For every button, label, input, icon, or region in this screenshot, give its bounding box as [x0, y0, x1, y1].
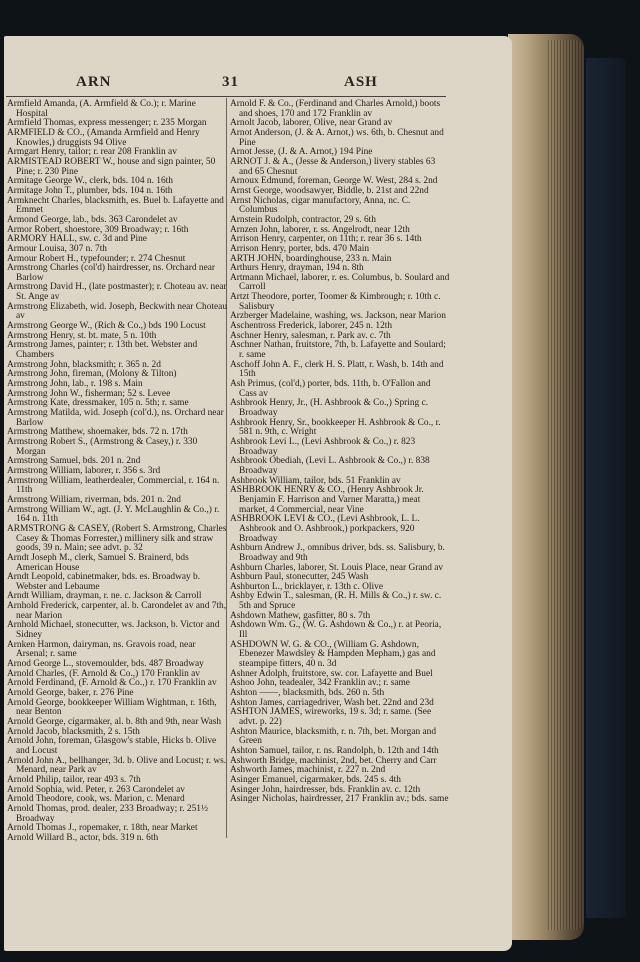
directory-entry: Arnold Thomas J., ropemaker, r. 18th, near Market — [7, 823, 198, 834]
directory-entry: Ash Primus, (col'd,) porter, bds. 11th, b. O'Fallon and Cass av — [230, 379, 431, 399]
directory-entry: Ashburton L., bricklayer, r. 13th c. Olive — [230, 581, 383, 592]
header-guide-word-right: ASH — [344, 74, 378, 90]
directory-entry: Armstrong Samuel, bds. 201 n. 2nd — [7, 456, 141, 467]
right-column — [230, 100, 450, 805]
header-rule — [6, 96, 446, 97]
directory-entry: Armfield Thomas, express messenger; r. 235 Morgan — [7, 118, 207, 129]
directory-entry: Ashdown Wm. G., (W. G. Ashdown & Co.,) r. at Peoria, Ill — [230, 620, 442, 641]
directory-entry: Arnold John, foreman, Glasgow's stable, Hicks b. Olive and Locust — [7, 736, 217, 756]
directory-entry: Armitage John T., plumber, bds. 104 n. 16th — [7, 185, 173, 196]
directory-entry: Arnold John A., bellhanger, 3d. b. Olive and Locust; r. ws. Menard, near Park av — [7, 755, 227, 776]
book-cover-edge — [586, 58, 626, 918]
page-edges — [548, 40, 584, 930]
directory-entry: Armstrong Kate, dressmaker, 105 n. 5th; r. same — [7, 398, 189, 409]
directory-entry: Aschentross Frederick, laborer, 245 n. 12th — [230, 321, 393, 332]
directory-entry: Ashbrook William, tailor, bds. 51 Franklin av — [230, 475, 401, 486]
page-number: 31 — [222, 74, 239, 90]
directory-entry: ASHDOWN W. G. & CO., (William G. Ashdown, Ebenezer Mawdsley & Hampden Mepham,) gas and steampipe fitters, 40 n. 3d — [230, 639, 436, 670]
directory-entry: Ashby Edwin T., salesman, (R. H. Mills & Co.,) r. sw. c. 5th and Spruce — [230, 591, 442, 612]
directory-entry: ARNOT J. & A., (Jesse & Anderson,) livery stables 63 and 65 Chesnut — [230, 156, 436, 177]
directory-entry: Ashbrook Henry, Sr., bookkeeper H. Ashbrook & Co., r. 581 n. 9th, c. Wright — [230, 417, 441, 438]
directory-entry: ARTH JOHN, boardinghouse, 233 n. Main — [230, 253, 392, 264]
directory-entry: Arndt Leopold, cabinetmaker, bds. es. Broadway b. Webster and Lebaume — [7, 572, 201, 592]
directory-entry: Arnold F. & Co., (Ferdinand and Charles Arnold,) boots and shoes, 170 and 172 Franklin av — [230, 99, 441, 119]
directory-entry: Artmann Michael, laborer, r. es. Columbus, b. Soulard and Carroll — [230, 272, 450, 293]
directory-entry: Arnold Thomas, prod. dealer, 233 Broadway; r. 251½ Broadway — [7, 803, 208, 824]
directory-entry: Armknecht Charles, blacksmith, es. Buel b. Lafayette and Emmet — [7, 195, 224, 216]
directory-entry: Ashoo John, teadealer, 342 Franklin av.; r. same — [230, 678, 410, 689]
directory-entry: ARMSTRONG & CASEY, (Robert S. Armstrong, Charles Casey & Thomas Forrester,) millinery silk and straw goods, 39 n. Main; see advt. p. 32 — [7, 523, 227, 554]
directory-entry: Asinger Nicholas, hairdresser, 217 Franklin av.; bds. same — [230, 794, 449, 805]
directory-entry: Ashton Samuel, tailor, r. ns. Randolph, b. 12th and 14th — [230, 745, 439, 756]
directory-entry: Arnoux Edmund, foreman, George W. West, 284 s. 2nd — [230, 176, 438, 187]
directory-entry: Arnold Philip, tailor, rear 493 s. 7th — [7, 774, 141, 785]
page-header — [0, 74, 640, 94]
directory-entry: ASHBROOK HENRY & CO., (Henry Ashbrook Jr. Benjamin F. Harrison and Varner Maratta,) meat market, 4 Commercial, near Vine — [230, 485, 424, 515]
directory-entry: Arnold Ferdinand, (F. Arnold & Co.,) r. 170 Franklin av — [7, 678, 217, 689]
directory-entry: Ashworth James, machinist, r. 227 n. 2nd — [230, 765, 386, 776]
directory-entry: Ashbrook Henry, Jr., (H. Ashbrook & Co.,) Spring c. Broadway — [230, 398, 429, 418]
directory-entry: Armstrong Henry, st. bt. mate, 5 n. 10th — [7, 330, 157, 341]
directory-entry: ARMORY HALL, sw. c. 3d and Pine — [7, 234, 147, 245]
directory-entry: Arthurs Henry, drayman, 194 n. 8th — [230, 263, 364, 274]
directory-entry: Armor Robert, shoestore, 309 Broadway; r. 16th — [7, 224, 189, 235]
directory-entry: Ashburn Andrew J., omnibus driver, bds. ss. Salisbury, b. Broadway and 9th — [230, 543, 445, 563]
directory-entry: Arndt William, drayman, r. ne. c. Jackson & Carroll — [7, 591, 202, 602]
directory-entry: Armond George, lab., bds. 363 Carondelet av — [7, 214, 178, 225]
directory-entry: Armstrong George W., (Rich & Co.,) bds 190 Locust — [7, 321, 206, 332]
directory-entry: Ashburn Paul, stonecutter, 245 Wash — [230, 572, 369, 583]
directory-entry: Aschner Henry, salesman, r. Park av. c. 7th — [230, 330, 391, 341]
directory-entry: Armstrong William, laborer, r. 356 s. 3rd — [7, 465, 161, 476]
directory-entry: Ashbrook Levi L., (Levi Ashbrook & Co.,) r. 823 Broadway — [230, 436, 416, 457]
directory-entry: Armstrong Robert S., (Armstrong & Casey,) r. 330 Morgan — [7, 436, 198, 457]
directory-entry: Arnot Jesse, (J. & A. Arnot,) 194 Pine — [230, 147, 373, 158]
directory-entry: Arnhold Frederick, carpenter, al. b. Carondelet av and 7th, near Marion — [7, 601, 227, 621]
directory-entry: Arnot Anderson, (J. & A. Arnot,) ws. 6th, b. Chesnut and Pine — [230, 127, 444, 148]
directory-entry: Arnhold Michael, stonecutter, ws. Jackson, b. Victor and Sidney — [7, 620, 220, 641]
directory-entry: Armitage George W., clerk, bds. 104 n. 16th — [7, 176, 173, 187]
left-column — [7, 100, 227, 844]
directory-entry: Ashton ——, blacksmith, bds. 260 n. 5th — [230, 688, 385, 699]
directory-entry: Armstrong Charles (col'd) hairdresser, ns. Orchard near Barlow — [7, 263, 216, 283]
directory-entry: Arnzen John, laborer, r. ss. Angelrodt, near 12th — [230, 224, 410, 235]
directory-entry: Armstrong Matilda, wid. Joseph (col'd.), ns. Orchard near Barlow — [7, 408, 224, 428]
directory-entry: Ashner Adolph, fruitstore, sw. cor. Lafayette and Buel — [230, 668, 433, 679]
directory-entry: Armstrong Elizabeth, wid. Joseph, Beckwith near Choteau av — [7, 301, 228, 322]
directory-entry: Arnold Sophia, wid. Peter, r. 263 Carondelet av — [7, 784, 185, 795]
directory-entry: Arnold Theodore, cook, ws. Marion, c. Menard — [7, 794, 185, 805]
directory-entry: Arzberger Madelaine, washing, ws. Jackson, near Marion — [230, 311, 446, 322]
directory-entry: Aschner Nathan, fruitstore, 7th, b. Lafayette and Soulard; r. same — [230, 340, 446, 361]
directory-entry: Arnold George, baker, r. 276 Pine — [7, 688, 134, 699]
directory-entry: Armstrong John, fireman, (Molony & Tilton) — [7, 369, 177, 380]
directory-entry: Armour Louisa, 307 n. 7th — [7, 243, 107, 254]
directory-entry: ASHBROOK LEVI & CO., (Levi Ashbrook, L. L. Ashbrook and O. Ashbrook,) porkpackers, 920 Broadway — [230, 514, 420, 544]
directory-entry: Arnold George, cigarmaker, al. b. 8th and 9th, near Wash — [7, 717, 222, 727]
directory-entry: Armstrong William, leatherdealer, Commercial, r. 164 n. 11th — [7, 475, 220, 496]
directory-entry: Ashton James, carriagedriver, Wash bet. 22nd and 23d — [230, 697, 434, 708]
directory-entry: ASHTON JAMES, wireworks, 19 s. 3d; r. same. (See advt. p. 22) — [230, 707, 432, 727]
directory-entry: Ashton Maurice, blacksmith, r. n. 7th, bet. Morgan and Green — [230, 726, 437, 747]
directory-entry: Asinger Emanuel, cigarmaker, bds. 245 s. 4th — [230, 774, 401, 785]
directory-entry: Armstrong John, blacksmith; r. 365 n. 2d — [7, 359, 161, 370]
directory-entry: Arnold George, bookkeeper William Wightman, r. 16th, near Benton — [7, 697, 217, 718]
directory-entry: Arnod George L., stovemoulder, bds. 487 Broadway — [7, 659, 204, 670]
directory-entry: Arndt Joseph M., clerk, Samuel S. Brainerd, bds American House — [7, 552, 189, 573]
directory-entry: Armstrong John, lab., r. 198 s. Main — [7, 379, 143, 390]
directory-entry: ARMFIELD & CO., (Amanda Armfield and Henry Knowles,) druggists 94 Olive — [7, 127, 200, 148]
directory-entry: Asinger John, hairdresser, bds. Franklin av. c. 12th — [230, 784, 421, 795]
directory-entry: Armgart Henry, tailor; r. rear 208 Franklin av — [7, 147, 177, 158]
directory-entry: Armstrong William, riverman, bds. 201 n. 2nd — [7, 494, 181, 505]
directory-entry: Ashdown Mathew, gasfitter, 80 s. 7th — [230, 610, 371, 621]
directory-entry: Arnken Harmon, dairyman, ns. Gravois road, near Arsenal; r. same — [7, 639, 196, 660]
directory-entry: Armstrong John W., fisherman; 52 s. Levee — [7, 388, 171, 399]
directory-entry: ARMISTEAD ROBERT W., house and sign painter, 50 Pine; r. 230 Pine — [7, 156, 216, 177]
directory-entry: Arnold Jacob, blacksmith, 2 s. 15th — [7, 726, 140, 737]
directory-entry: Arnold Charles, (F. Arnold & Co.,) 170 Franklin av — [7, 668, 200, 679]
directory-entry: Ashburn Charles, laborer, St. Louis Place, near Grand av — [230, 562, 444, 573]
directory-entry: Arnst George, woodsawyer, Biddle, b. 21st and 22nd — [230, 185, 429, 196]
directory-entry: Arrison Henry, carpenter, on 11th; r. rear 36 s. 14th — [230, 234, 422, 245]
directory-entry: Aschoff John A. F., clerk H. S. Platt, r. Wash, b. 14th and 15th — [230, 359, 444, 380]
directory-entry: Arnold Willard B., actor, bds. 319 n. 6th — [7, 832, 159, 843]
directory-entry: Artzt Theodore, porter, Toomer & Kimbrough; r. 10th c. Salisbury — [230, 292, 441, 312]
directory-entry: Arrison Henry, porter, bds. 470 Main — [230, 243, 370, 254]
directory-entry: Armstrong David H., (late postmaster); r. Choteau av. near St. Ange av — [7, 282, 227, 303]
directory-entry: Armstrong James, painter; r. 13th bet. Webster and Chambers — [7, 340, 198, 361]
directory-entry: Arnst Nicholas, cigar manufactory, Anna, nc. C. Columbus — [230, 195, 411, 216]
directory-entry: Arnstein Rudolph, contractor, 29 s. 6th — [230, 214, 376, 225]
directory-entry: Arnolt Jacob, laborer, Olive, near Grand av — [230, 118, 393, 129]
directory-entry: Ashbrook Obediah, (Levi L. Ashbrook & Co.,) r. 838 Broadway — [230, 456, 430, 476]
header-guide-word-left: ARN — [76, 74, 112, 90]
directory-entry: Armour Robert H., typefounder; r. 274 Chesnut — [7, 253, 186, 264]
directory-entry: Armfield Amanda, (A. Armfield & Co.); r. Marine Hospital — [7, 99, 196, 119]
directory-entry: Ashworth Bridge, machinist, 2nd, bet. Cherry and Carr — [230, 755, 437, 766]
directory-entry: Armstrong William W., agt. (J. Y. McLaughlin & Co.,) r. 164 n. 11th — [7, 504, 220, 525]
directory-entry: Armstrong Matthew, shoemaker, bds. 72 n. 17th — [7, 427, 188, 438]
